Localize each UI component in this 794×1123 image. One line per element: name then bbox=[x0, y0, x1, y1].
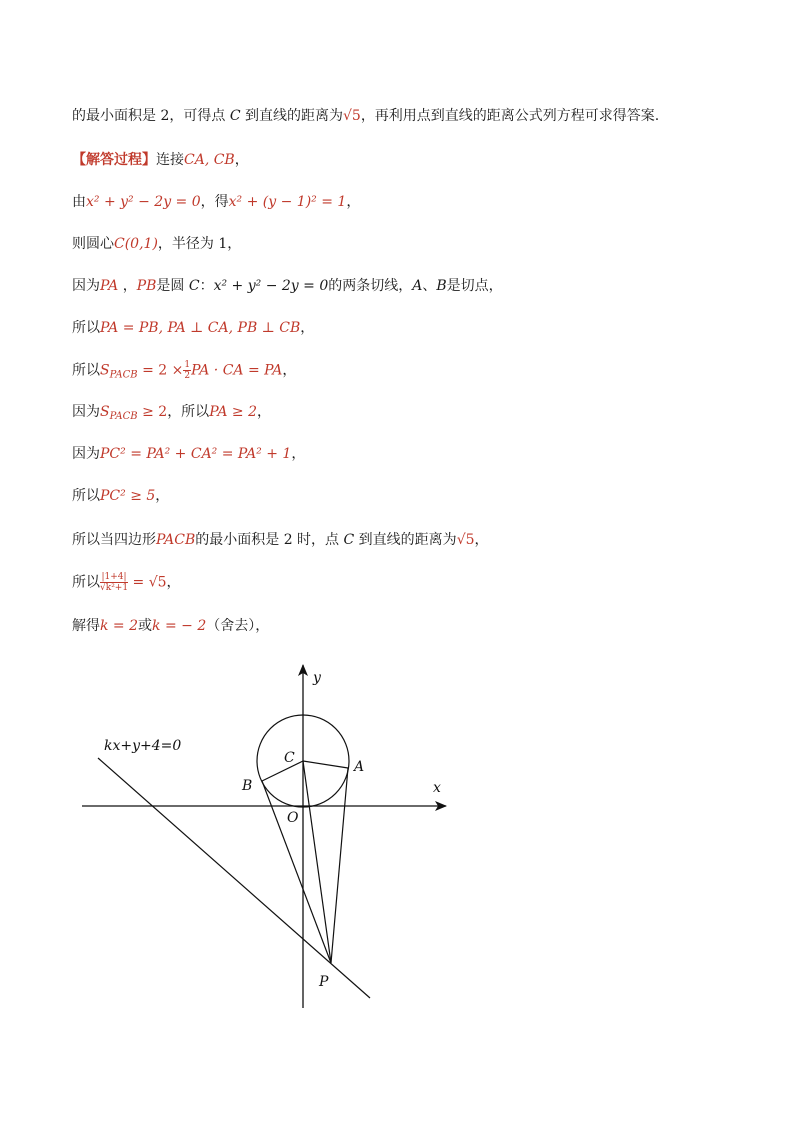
line-equation-label: kx+y+4=0 bbox=[104, 738, 182, 754]
text-line-7: 所以$S_{PACB} = 2$ × $\frac{1}{2}$ PA · CA = PA， bbox=[72, 360, 297, 381]
solution-heading: 【解答过程】 bbox=[72, 152, 156, 168]
text-line-13: 解得k = 2或k = − 2（舍去）， bbox=[72, 618, 270, 634]
text-line-12: 所以 $\frac{|1+4|}{\text{√k²+1}}$ = √5， bbox=[72, 572, 181, 593]
text-line-6: 所以PA = PB, PA ⊥ CA, PB ⊥ CB， bbox=[72, 320, 315, 336]
text-line-8: 因为$S_{PACB} \ge 2$，所以PA ≥ 2， bbox=[72, 404, 271, 422]
fraction-half: $\frac{1}{2}$ bbox=[184, 360, 191, 381]
label-c: C bbox=[284, 750, 295, 766]
segment-pb bbox=[262, 781, 331, 963]
segment-ca bbox=[303, 761, 348, 768]
label-y: y bbox=[313, 670, 321, 686]
text-line-9: 因为PC² = PA² + CA² = PA² + 1， bbox=[72, 446, 306, 462]
text-line-4: 则圆心C(0,1)，半径为 1， bbox=[72, 236, 242, 252]
text-line-2: 【解答过程】连接CA, CB， bbox=[72, 152, 249, 168]
text-line-3: 由x² + y² − 2y = 0，得x² + (y − 1)² = 1， bbox=[72, 194, 361, 210]
fraction-distance: $\frac{|1+4|}{\text{√k²+1}}$ bbox=[100, 572, 129, 593]
text-line-1: 的最小面积是 2，可得点 C 到直线的距离为√5，再利用点到直线的距离公式列方程可求得答案. bbox=[72, 108, 660, 124]
text-line-11: 所以当四边形PACB的最小面积是 2 时，点 C 到直线的距离为√5， bbox=[72, 532, 489, 548]
label-o: O bbox=[287, 810, 299, 826]
segment-pa bbox=[331, 768, 348, 963]
text-line-10: 所以PC² ≥ 5， bbox=[72, 488, 170, 504]
segment-pc bbox=[303, 761, 331, 963]
text-line-5: 因为PA ，PB是圆 C：x² + y² − 2y = 0的两条切线，A、B是切点， bbox=[72, 278, 503, 294]
label-x: x bbox=[433, 780, 441, 796]
label-p: P bbox=[319, 974, 329, 990]
tangent-line bbox=[98, 758, 370, 998]
label-a: A bbox=[354, 759, 365, 775]
segment-cb bbox=[262, 761, 303, 781]
label-b: B bbox=[242, 778, 253, 794]
